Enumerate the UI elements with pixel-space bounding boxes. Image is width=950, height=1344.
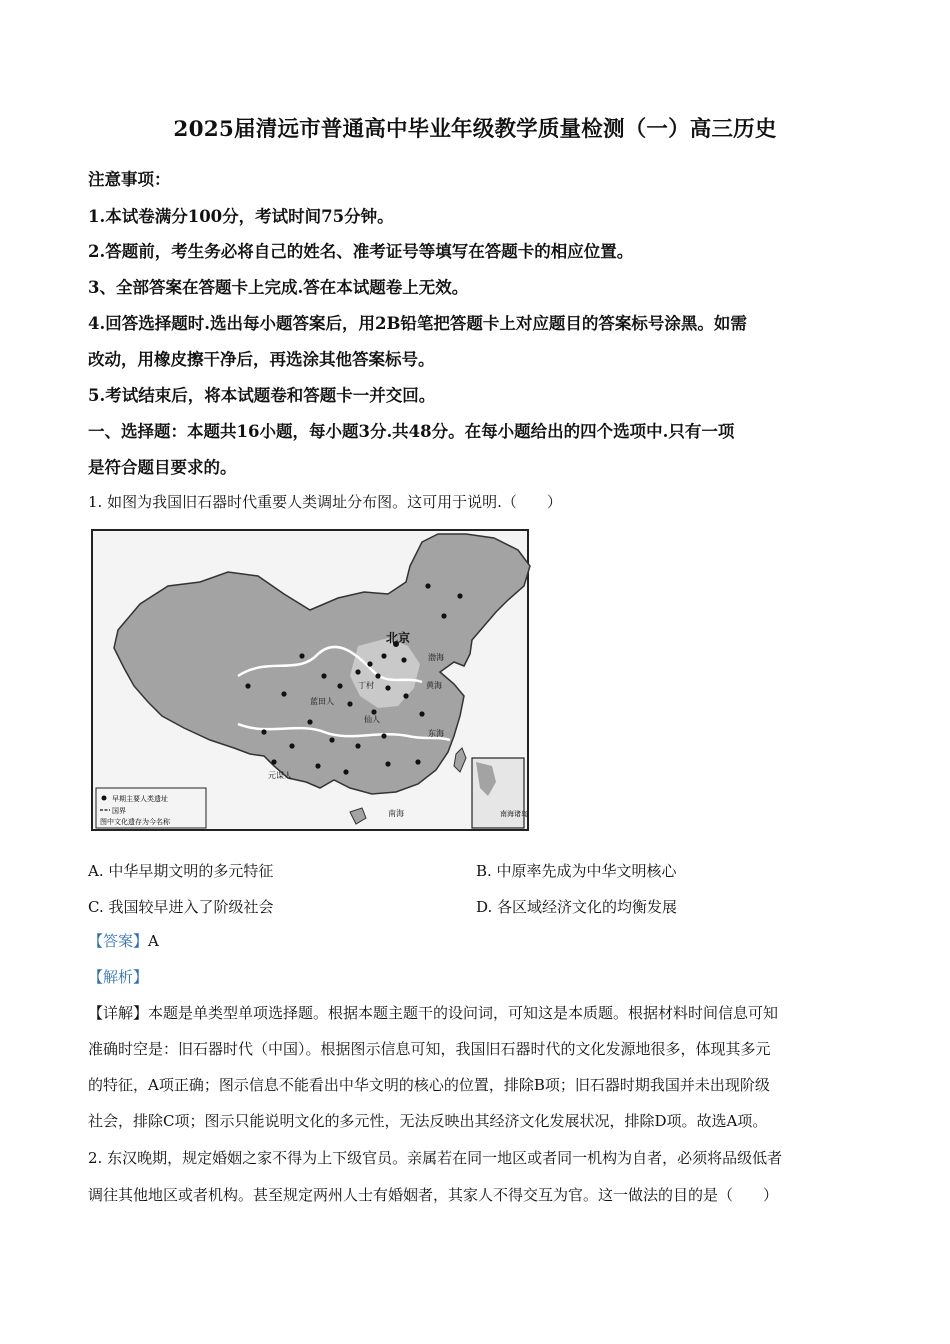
question-2-line: 2. 东汉晚期，规定婚姻之家不得为上下级官员。亲属若在同一地区或者同一机构为自者，必须将品级低者	[88, 1149, 783, 1167]
page-title: 2025届清远市普通高中毕业年级教学质量检测（一）高三历史	[173, 117, 777, 142]
site-dot	[381, 733, 386, 738]
site-dot	[415, 759, 420, 764]
site-dot	[381, 653, 386, 658]
label-nanhai: 南海	[388, 809, 404, 818]
label-bohai: 渤海	[428, 653, 444, 662]
option-d[interactable]: D. 各区域经济文化的均衡发展	[476, 898, 678, 916]
paleolithic-sites-map	[88, 526, 532, 834]
legend-border: 国界	[112, 807, 126, 815]
site-dot	[347, 701, 352, 706]
legend-note: 图中文化遗存为今名称	[100, 818, 170, 826]
site-dot	[329, 737, 334, 742]
detail-line: 准确时空是：旧石器时代（中国）。根据图示信息可知，我国旧石器时代的文化发源地很多，体现其多元	[88, 1040, 771, 1058]
site-dot	[425, 583, 430, 588]
label-xianren: 仙人	[364, 715, 380, 724]
legend-site-symbol	[102, 796, 107, 801]
label-huanghai: 黄海	[426, 681, 442, 690]
answer-label: 【答案】	[88, 932, 149, 950]
label-beijing: 北京	[386, 631, 411, 645]
notice-item: 3、全部答案在答题卡上完成.答在本试题卷上无效。	[88, 278, 469, 297]
question-1-stem: 1. 如图为我国旧石器时代重要人类调址分布图。这可用于说明.（ ）	[88, 493, 562, 511]
label-dingcun: 丁村	[358, 681, 374, 690]
option-c[interactable]: C. 我国较早进入了阶级社会	[88, 898, 274, 916]
notice-item: 改动，用橡皮擦干净后，再选涂其他答案标号。	[88, 350, 435, 369]
notice-item: 5.考试结束后，将本试题卷和答题卡一并交回。	[88, 386, 436, 405]
option-a[interactable]: A. 中华早期文明的多元特征	[88, 862, 274, 880]
site-dot	[261, 729, 266, 734]
site-dot	[315, 763, 320, 768]
site-dot	[289, 743, 294, 748]
detail-line: 【详解】本题是单类型单项选择题。根据本题主题干的设问词，可知这是本质题。根据材料时间信息可知	[88, 1004, 779, 1022]
detail-line: 的特征，A项正确；图示信息不能看出中华文明的核心的位置，排除B项；旧石器时期我国并未出现阶级	[88, 1076, 770, 1094]
site-dot	[321, 673, 326, 678]
site-dot	[385, 685, 390, 690]
inset-label: 南海诸岛	[500, 810, 528, 818]
section-heading: 一、选择题：本题共16小题，每小题3分.共48分。在每小题给出的四个选项中.只有一项	[88, 422, 735, 441]
question-2-line: 调往其他地区或者机构。甚至规定两州人士有婚姻者，其家人不得交互为官。这一做法的目的是（ ）	[88, 1186, 779, 1204]
notice-item: 4.回答选择题时.选出每小题答案后，用2B铅笔把答题卡上对应题目的答案标号涂黑。如需	[88, 314, 747, 333]
site-dot	[355, 743, 360, 748]
site-dot	[375, 673, 380, 678]
answer-value: A	[148, 932, 159, 950]
site-dot	[299, 653, 304, 658]
site-dot	[337, 683, 342, 688]
site-dot	[355, 669, 360, 674]
site-dot	[401, 657, 406, 662]
answer-line	[88, 930, 159, 951]
label-yuanmou: 元谋人	[268, 771, 292, 780]
site-dot	[385, 761, 390, 766]
site-dot	[343, 769, 348, 774]
notice-item: 2.答题前，考生务必将自己的姓名、准考证号等填写在答题卡的相应位置。	[88, 242, 634, 261]
site-dot	[245, 683, 250, 688]
site-dot	[403, 693, 408, 698]
section-heading-cont: 是符合题目要求的。	[88, 458, 237, 477]
notice-heading: 注意事项：	[88, 170, 171, 189]
site-dot	[371, 709, 376, 714]
analysis-label: 【解析】	[88, 968, 149, 986]
label-donghai: 东海	[428, 729, 444, 738]
legend-sites: 早期主要人类遗址	[112, 795, 168, 803]
site-dot	[457, 593, 462, 598]
option-b[interactable]: B. 中原率先成为中华文明核心	[476, 862, 677, 880]
site-dot	[271, 759, 276, 764]
notice-item: 1.本试卷满分100分，考试时间75分钟。	[88, 207, 394, 226]
site-dot	[441, 613, 446, 618]
site-dot	[281, 691, 286, 696]
site-dot	[367, 661, 372, 666]
detail-line: 社会，排除C项；图示只能说明文化的多元性，无法反映出其经济文化发展状况，排除D项。故选A项。	[88, 1112, 768, 1130]
label-lantian: 蓝田人	[310, 697, 334, 706]
site-dot	[307, 719, 312, 724]
site-dot	[419, 711, 424, 716]
